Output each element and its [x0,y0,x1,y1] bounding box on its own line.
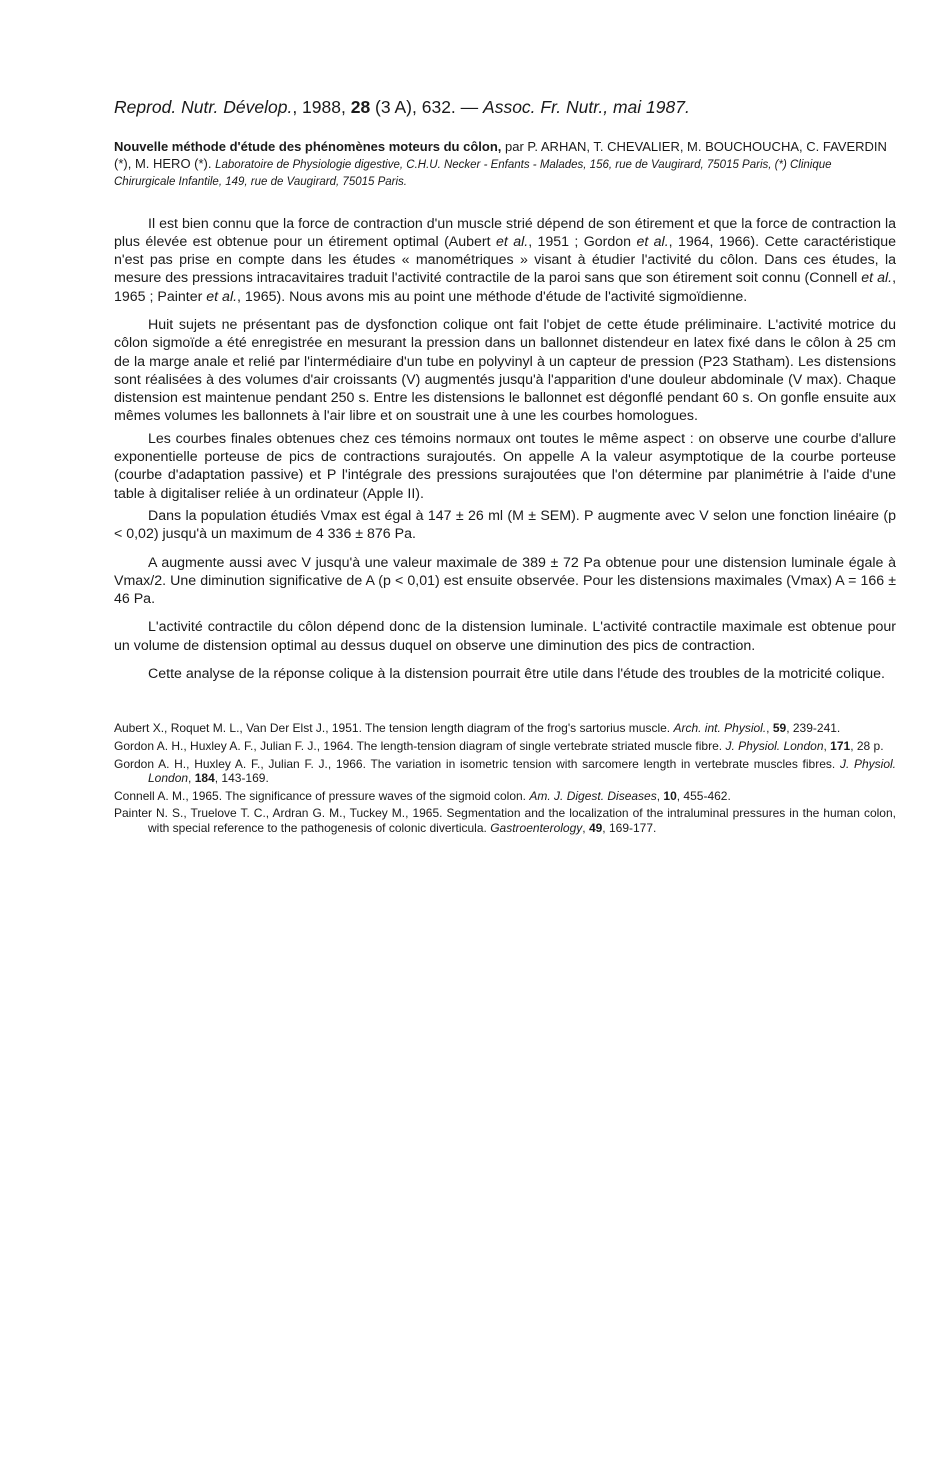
journal-issue-page: (3 A), 632. — [370,97,484,117]
paper-page [114,95,896,838]
journal-header [114,95,896,119]
article-authors: par P. ARHAN, T. CHEVALIER, M. BOUCHOUCHA, C. FAVERDIN (*), M. HERO (*). [114,139,887,171]
journal-name: Reprod. Nutr. Dévelop. [114,97,293,117]
reference-item: Painter N. S., Truelove T. C., Ardran G. M., Tuckey M., 1965. Segmentation and the localization of the intraluminal pressures in the human colon, with special reference to the pathogenesis of colonic diverticula. Gastroenterology, 49, 169-177. [114,806,896,835]
reference-item: Gordon A. H., Huxley A. F., Julian F. J., 1966. The variation in isometric tension with sarcomere length in vertebrate muscles fibres. J. Physiol. London, 184, 143-169. [114,756,897,786]
article-heading [114,139,896,191]
reference-list [114,721,896,835]
journal-volume: 28 [350,97,371,117]
paragraph-4: Dans la population étudiés Vmax est égal à 147 ± 26 ml (M ± SEM). P augmente avec V selon une fonction linéaire (p < 0,02) jusqu'à un maximum de 4 336 ± 876 Pa. [114,507,896,543]
paragraph-3: Les courbes finales obtenues chez ces témoins normaux ont toutes le même aspect : on observe une courbe d'allure exponentielle porteuse de pics de contractions surajoutés. On appelle A la valeur asymptotique de la courbe porteuse (courbe d'adaptation passive) et P l'intégrale des pressions surajoutées que l'on détermine par planimétrie à l'aide d'une table à digitaliser reliée à un ordinateur (Apple II). [114,430,896,502]
article-body [114,215,896,684]
paragraph-6: L'activité contractile du côlon dépend donc de la distension luminale. L'activité contractile maximale est obtenue pour un volume de distension optimal au dessus duquel on observe une diminution des pics de contraction. [114,619,896,654]
reference-item: Gordon A. H., Huxley A. F., Julian F. J., 1964. The length-tension diagram of single vertebrate striated muscle fibre. J. Physiol. London, 171, 28 p. [114,738,884,753]
meeting-name: Assoc. Fr. Nutr., mai 1987. [483,97,690,117]
reference-item: Aubert X., Roquet M. L., Van Der Elst J., 1951. The tension length diagram of the frog's sartorius muscle. Arch. int. Physiol., 59, 239-241. [114,721,841,736]
reference-item: Connell A. M., 1965. The significance of pressure waves of the sigmoid colon. Am. J. Digest. Diseases, 10, 455-462. [114,788,731,803]
paragraph-5: A augmente aussi avec V jusqu'à une valeur maximale de 389 ± 72 Pa obtenue pour une distension luminale égale à Vmax/2. Une diminution significative de A (p < 0,01) est ensuite observée. Pour les distensions maximales (Vmax) A = 166 ± 46 Pa. [114,554,896,608]
article-affiliation: Laboratoire de Physiologie digestive, C.H.U. Necker - Enfants - Malades, 156, rue de Vaugirard, 75015 Paris, (*) Clinique Chirurgicale Infantile, 149, rue de Vaugirard, 75015 Paris. [114,158,832,188]
paragraph-2: Huit sujets ne présentant pas de dysfonction colique ont fait l'objet de cette étude préliminaire. L'activité motrice du côlon sigmoïde a été enregistrée en mesurant la pression dans un ballonnet distendeur en latex fixé dans le côlon à 25 cm de la marge anale et relié par l'intermédiaire d'un tube en polyvinyl à un capteur de pression (P23 Statham). Les distensions sont réalisées à des volumes d'air croissants (V) augmentés jusqu'à l'apparition d'une douleur abdominale (V max). Chaque distension est maintenue pendant 250 s. Entre les distensions le ballonnet est dégonflé pendant 60 s. On gonfle ensuite aux mêmes volumes les ballonnets à l'air libre et on soustrait une à une les courbes homologues. [114,316,896,425]
paragraph-7: Cette analyse de la réponse colique à la distension pourrait être utile dans l'étude des troubles de la motricité colique. [148,666,885,683]
article-title: Nouvelle méthode d'étude des phénomènes moteurs du côlon, [114,139,502,154]
journal-year: , 1988, [292,97,351,117]
paragraph-1: Il est bien connu que la force de contraction d'un muscle strié dépend de son étirement et que la force de contraction la plus élevée est obtenue pour un étirement optimal (Aubert et al., 1951 ; Gordon et al., 1964, 1966). Cette caractéristique n'est pas prise en compte dans les études « manométriques » visant à étudier l'activité du côlon. Dans ces études, la mesure des pressions intracavitaires traduit l'activité contractile de la paroi sans que son étirement soit connu (Connell et al., 1965 ; Painter et al., 1965). Nous avons mis au point une méthode d'étude de l'activité sigmoïdienne. [114,215,897,305]
